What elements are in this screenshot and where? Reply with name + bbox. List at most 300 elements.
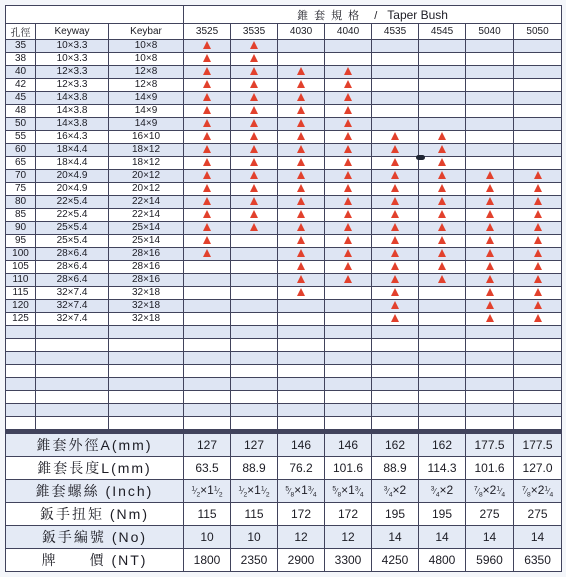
availability-cell	[184, 274, 231, 287]
availability-cell	[514, 196, 562, 209]
keyway-cell: 32×7.4	[36, 313, 109, 326]
taper-bush-spec-sheet	[5, 5, 561, 571]
availability-cell	[419, 92, 466, 105]
available-triangle-icon	[486, 210, 494, 218]
availability-cell	[278, 261, 325, 274]
spec-label: 鈑手扭矩 (Nm)	[6, 503, 184, 526]
blank-cell	[278, 339, 325, 352]
availability-cell	[278, 222, 325, 235]
blank-cell	[372, 417, 419, 430]
bore-cell: 125	[6, 313, 36, 326]
bush-model-header: 3525	[184, 24, 231, 40]
blank-cell	[36, 378, 109, 391]
availability-cell	[514, 287, 562, 300]
available-triangle-icon	[250, 132, 258, 140]
fraction-denominator: 4	[549, 491, 554, 499]
availability-cell	[325, 209, 372, 222]
available-triangle-icon	[203, 236, 211, 244]
blank-cell	[184, 326, 231, 339]
blank-cell	[325, 404, 372, 417]
availability-cell	[372, 53, 419, 66]
available-triangle-icon	[203, 80, 211, 88]
screw-length-fraction: $^1⁄_4$	[496, 485, 506, 499]
bore-cell: 42	[6, 79, 36, 92]
blank-cell	[184, 339, 231, 352]
availability-cell	[419, 209, 466, 222]
blank-cell	[231, 404, 278, 417]
blank-row	[6, 365, 562, 378]
table-row	[6, 261, 562, 274]
bush-model-header: 4545	[419, 24, 466, 40]
availability-cell	[372, 196, 419, 209]
bore-cell: 115	[6, 287, 36, 300]
available-triangle-icon	[297, 132, 305, 140]
availability-cell	[325, 183, 372, 196]
available-triangle-icon	[203, 54, 211, 62]
keybar-cell: 32×18	[109, 287, 184, 300]
spec-value: 14	[372, 526, 419, 549]
blank-cell	[6, 391, 36, 404]
available-triangle-icon	[344, 132, 352, 140]
available-triangle-icon	[203, 145, 211, 153]
blank-cell	[109, 365, 184, 378]
availability-cell	[184, 170, 231, 183]
blank-cell	[109, 417, 184, 430]
blank-cell	[372, 339, 419, 352]
fraction-denominator: 8	[290, 491, 295, 499]
spec-value: $^5⁄_8\times 1^3⁄_4$	[278, 480, 325, 503]
available-triangle-icon	[438, 262, 446, 270]
keyway-cell: 20×4.9	[36, 183, 109, 196]
spec-value: 14	[466, 526, 514, 549]
availability-cell	[514, 105, 562, 118]
spec-value: 5960	[466, 549, 514, 572]
keybar-cell: 28×16	[109, 248, 184, 261]
availability-cell	[514, 79, 562, 92]
spec-value: 2350	[231, 549, 278, 572]
available-triangle-icon	[250, 119, 258, 127]
blank-cell	[109, 339, 184, 352]
availability-cell	[184, 79, 231, 92]
blank-cell	[278, 326, 325, 339]
availability-cell	[184, 118, 231, 131]
blank-cell	[6, 339, 36, 352]
bore-cell: 100	[6, 248, 36, 261]
availability-cell	[325, 92, 372, 105]
blank-row	[6, 417, 562, 430]
availability-cell	[231, 261, 278, 274]
title-blank-cell	[6, 6, 184, 24]
availability-cell	[372, 40, 419, 53]
spec-value: 101.6	[466, 457, 514, 480]
availability-cell	[184, 235, 231, 248]
available-triangle-icon	[486, 197, 494, 205]
availability-cell	[278, 274, 325, 287]
available-triangle-icon	[534, 223, 542, 231]
availability-cell	[372, 209, 419, 222]
availability-cell	[325, 274, 372, 287]
available-triangle-icon	[203, 223, 211, 231]
blank-row	[6, 326, 562, 339]
available-triangle-icon	[344, 106, 352, 114]
keybar-cell: 18×12	[109, 157, 184, 170]
available-triangle-icon	[297, 184, 305, 192]
blank-cell	[6, 404, 36, 417]
available-triangle-icon	[203, 106, 211, 114]
availability-cell	[466, 131, 514, 144]
availability-cell	[231, 40, 278, 53]
fraction-denominator: 8	[478, 491, 483, 499]
availability-cell	[514, 248, 562, 261]
blank-cell	[466, 365, 514, 378]
available-triangle-icon	[486, 314, 494, 322]
title-row	[6, 6, 562, 24]
fraction-denominator: 4	[312, 491, 317, 499]
availability-cell	[278, 248, 325, 261]
spec-value: 63.5	[184, 457, 231, 480]
blank-cell	[278, 378, 325, 391]
availability-cell	[466, 300, 514, 313]
blank-cell	[419, 339, 466, 352]
availability-cell	[184, 144, 231, 157]
available-triangle-icon	[344, 210, 352, 218]
spec-value: $^3⁄_4\times 2$	[372, 480, 419, 503]
screw-length-whole: 1	[207, 483, 214, 498]
availability-cell	[514, 92, 562, 105]
available-triangle-icon	[250, 41, 258, 49]
bore-cell: 65	[6, 157, 36, 170]
title-chinese: 錐套規格 /	[297, 9, 384, 22]
availability-cell	[466, 79, 514, 92]
availability-cell	[419, 183, 466, 196]
available-triangle-icon	[391, 158, 399, 166]
available-triangle-icon	[344, 249, 352, 257]
blank-cell	[372, 378, 419, 391]
blank-cell	[466, 417, 514, 430]
available-triangle-icon	[438, 184, 446, 192]
spec-value: $^1⁄_2\times 1^1⁄_2$	[231, 480, 278, 503]
blank-cell	[36, 352, 109, 365]
bore-cell: 55	[6, 131, 36, 144]
available-triangle-icon	[534, 249, 542, 257]
ink-smudge-mark	[416, 155, 425, 160]
available-triangle-icon	[250, 106, 258, 114]
blank-cell	[36, 365, 109, 378]
bore-cell: 40	[6, 66, 36, 79]
availability-cell	[419, 131, 466, 144]
available-triangle-icon	[203, 93, 211, 101]
availability-cell	[325, 235, 372, 248]
available-triangle-icon	[297, 119, 305, 127]
table-row	[6, 105, 562, 118]
available-triangle-icon	[203, 41, 211, 49]
bush-model-header: 4535	[372, 24, 419, 40]
spec-row	[6, 526, 562, 549]
spec-value: 195	[372, 503, 419, 526]
spec-value: 275	[514, 503, 562, 526]
blank-cell	[36, 417, 109, 430]
spec-value: 177.5	[514, 434, 562, 457]
blank-cell	[466, 339, 514, 352]
table-row	[6, 118, 562, 131]
availability-cell	[419, 222, 466, 235]
available-triangle-icon	[486, 171, 494, 179]
available-triangle-icon	[534, 184, 542, 192]
availability-cell	[419, 196, 466, 209]
available-triangle-icon	[203, 197, 211, 205]
available-triangle-icon	[534, 262, 542, 270]
availability-cell	[514, 170, 562, 183]
table-row	[6, 40, 562, 53]
screw-diameter-fraction: $^3⁄_4$	[430, 485, 440, 499]
spec-value: 76.2	[278, 457, 325, 480]
bore-cell: 38	[6, 53, 36, 66]
available-triangle-icon	[534, 197, 542, 205]
availability-cell	[278, 40, 325, 53]
table-row	[6, 209, 562, 222]
availability-cell	[184, 183, 231, 196]
availability-cell	[325, 222, 372, 235]
fraction-numerator: 3	[307, 485, 312, 493]
availability-cell	[184, 53, 231, 66]
available-triangle-icon	[297, 106, 305, 114]
availability-cell	[514, 53, 562, 66]
availability-cell	[466, 274, 514, 287]
available-triangle-icon	[391, 236, 399, 244]
screw-length-whole: 2	[446, 483, 454, 498]
availability-cell	[184, 248, 231, 261]
spec-value: 146	[278, 434, 325, 457]
table-row	[6, 53, 562, 66]
blank-cell	[6, 417, 36, 430]
blank-cell	[419, 404, 466, 417]
blank-cell	[325, 378, 372, 391]
keybar-cell: 25×14	[109, 222, 184, 235]
bore-cell: 110	[6, 274, 36, 287]
keybar-cell: 20×12	[109, 183, 184, 196]
spec-value: 127.0	[514, 457, 562, 480]
spec-value: 101.6	[325, 457, 372, 480]
blank-row	[6, 378, 562, 391]
available-triangle-icon	[391, 145, 399, 153]
available-triangle-icon	[297, 197, 305, 205]
spec-value: 88.9	[231, 457, 278, 480]
available-triangle-icon	[391, 210, 399, 218]
keyway-cell: 22×5.4	[36, 209, 109, 222]
availability-cell	[278, 79, 325, 92]
availability-cell	[372, 170, 419, 183]
availability-cell	[231, 287, 278, 300]
availability-cell	[278, 196, 325, 209]
availability-cell	[278, 300, 325, 313]
available-triangle-icon	[297, 80, 305, 88]
spec-value: $^3⁄_4\times 2$	[419, 480, 466, 503]
availability-cell	[184, 300, 231, 313]
spec-value: 127	[231, 434, 278, 457]
availability-cell	[184, 157, 231, 170]
keybar-cell: 28×16	[109, 274, 184, 287]
available-triangle-icon	[391, 314, 399, 322]
blank-cell	[466, 352, 514, 365]
availability-cell	[372, 274, 419, 287]
availability-cell	[372, 105, 419, 118]
availability-cell	[419, 66, 466, 79]
blank-cell	[184, 378, 231, 391]
table-row	[6, 92, 562, 105]
spec-value: 146	[325, 434, 372, 457]
availability-cell	[372, 118, 419, 131]
available-triangle-icon	[203, 249, 211, 257]
spec-value: 10	[184, 526, 231, 549]
bore-rows	[6, 40, 562, 430]
available-triangle-icon	[391, 171, 399, 179]
available-triangle-icon	[297, 67, 305, 75]
blank-cell	[325, 326, 372, 339]
blank-cell	[278, 365, 325, 378]
spec-value: 14	[514, 526, 562, 549]
availability-cell	[231, 92, 278, 105]
availability-cell	[325, 131, 372, 144]
available-triangle-icon	[534, 275, 542, 283]
spec-value: 4800	[419, 549, 466, 572]
fraction-denominator: 4	[501, 491, 506, 499]
available-triangle-icon	[486, 249, 494, 257]
availability-cell	[514, 235, 562, 248]
availability-cell	[184, 66, 231, 79]
availability-cell	[278, 170, 325, 183]
blank-cell	[109, 378, 184, 391]
spec-value: 162	[372, 434, 419, 457]
availability-cell	[466, 170, 514, 183]
availability-cell	[514, 66, 562, 79]
availability-cell	[325, 118, 372, 131]
table-row	[6, 313, 562, 326]
available-triangle-icon	[250, 54, 258, 62]
spec-value: 275	[466, 503, 514, 526]
blank-cell	[372, 326, 419, 339]
availability-cell	[231, 66, 278, 79]
spec-value: 115	[184, 503, 231, 526]
availability-cell	[231, 79, 278, 92]
availability-cell	[231, 105, 278, 118]
available-triangle-icon	[344, 184, 352, 192]
available-triangle-icon	[438, 158, 446, 166]
available-triangle-icon	[250, 80, 258, 88]
screw-length-whole: 2	[489, 483, 497, 498]
blank-cell	[419, 391, 466, 404]
table-row	[6, 248, 562, 261]
availability-cell	[466, 53, 514, 66]
fraction-numerator: 7	[473, 485, 478, 493]
available-triangle-icon	[391, 132, 399, 140]
available-triangle-icon	[203, 67, 211, 75]
blank-cell	[514, 352, 562, 365]
availability-cell	[184, 131, 231, 144]
available-triangle-icon	[344, 158, 352, 166]
bore-cell: 35	[6, 40, 36, 53]
table-row	[6, 144, 562, 157]
availability-cell	[466, 196, 514, 209]
available-triangle-icon	[344, 223, 352, 231]
screw-diameter-fraction: $^1⁄_2$	[238, 485, 248, 499]
blank-cell	[231, 365, 278, 378]
blank-cell	[278, 391, 325, 404]
keyway-cell: 20×4.9	[36, 170, 109, 183]
spec-row	[6, 434, 562, 457]
screw-diameter-fraction: $^7⁄_8$	[521, 485, 531, 499]
spec-value: 12	[278, 526, 325, 549]
spec-value: 10	[231, 526, 278, 549]
availability-cell	[278, 105, 325, 118]
available-triangle-icon	[250, 145, 258, 153]
keybar-cell: 14×9	[109, 118, 184, 131]
bush-model-header: 3535	[231, 24, 278, 40]
fraction-numerator: 1	[496, 485, 501, 493]
availability-cell	[325, 170, 372, 183]
available-triangle-icon	[297, 249, 305, 257]
available-triangle-icon	[297, 93, 305, 101]
availability-cell	[419, 274, 466, 287]
spec-value: $^7⁄_8\times 2^1⁄_4$	[466, 480, 514, 503]
keyway-cell: 18×4.4	[36, 144, 109, 157]
availability-cell	[419, 235, 466, 248]
spec-value: 172	[325, 503, 372, 526]
blank-cell	[36, 326, 109, 339]
available-triangle-icon	[486, 236, 494, 244]
table-row	[6, 287, 562, 300]
available-triangle-icon	[438, 210, 446, 218]
availability-cell	[514, 118, 562, 131]
spec-value: 2900	[278, 549, 325, 572]
available-triangle-icon	[438, 145, 446, 153]
availability-cell	[278, 92, 325, 105]
availability-cell	[278, 118, 325, 131]
available-triangle-icon	[203, 184, 211, 192]
available-triangle-icon	[344, 67, 352, 75]
availability-cell	[278, 287, 325, 300]
spec-value: $^1⁄_2\times 1^1⁄_2$	[184, 480, 231, 503]
bore-cell: 80	[6, 196, 36, 209]
spec-label: 鈑手編號 (No)	[6, 526, 184, 549]
blank-cell	[231, 326, 278, 339]
table-row	[6, 222, 562, 235]
spec-label: 錐套長度L(mm)	[6, 457, 184, 480]
keybar-header: Keybar	[109, 24, 184, 40]
availability-cell	[419, 40, 466, 53]
fraction-denominator: 2	[218, 491, 223, 499]
fraction-numerator: 1	[191, 485, 196, 493]
fraction-numerator: 3	[430, 485, 435, 493]
bush-model-header: 5040	[466, 24, 514, 40]
table-row	[6, 274, 562, 287]
blank-cell	[514, 417, 562, 430]
available-triangle-icon	[297, 145, 305, 153]
screw-diameter-fraction: $^5⁄_8$	[332, 485, 342, 499]
availability-cell	[325, 287, 372, 300]
availability-cell	[325, 313, 372, 326]
availability-cell	[231, 209, 278, 222]
availability-cell	[372, 183, 419, 196]
screw-length-fraction: $^3⁄_4$	[354, 485, 364, 499]
availability-cell	[231, 170, 278, 183]
keyway-cell: 14×3.8	[36, 105, 109, 118]
blank-cell	[419, 326, 466, 339]
spec-value: 127	[184, 434, 231, 457]
availability-cell	[466, 118, 514, 131]
bush-model-header: 5050	[514, 24, 562, 40]
availability-cell	[372, 79, 419, 92]
fraction-denominator: 2	[265, 491, 270, 499]
